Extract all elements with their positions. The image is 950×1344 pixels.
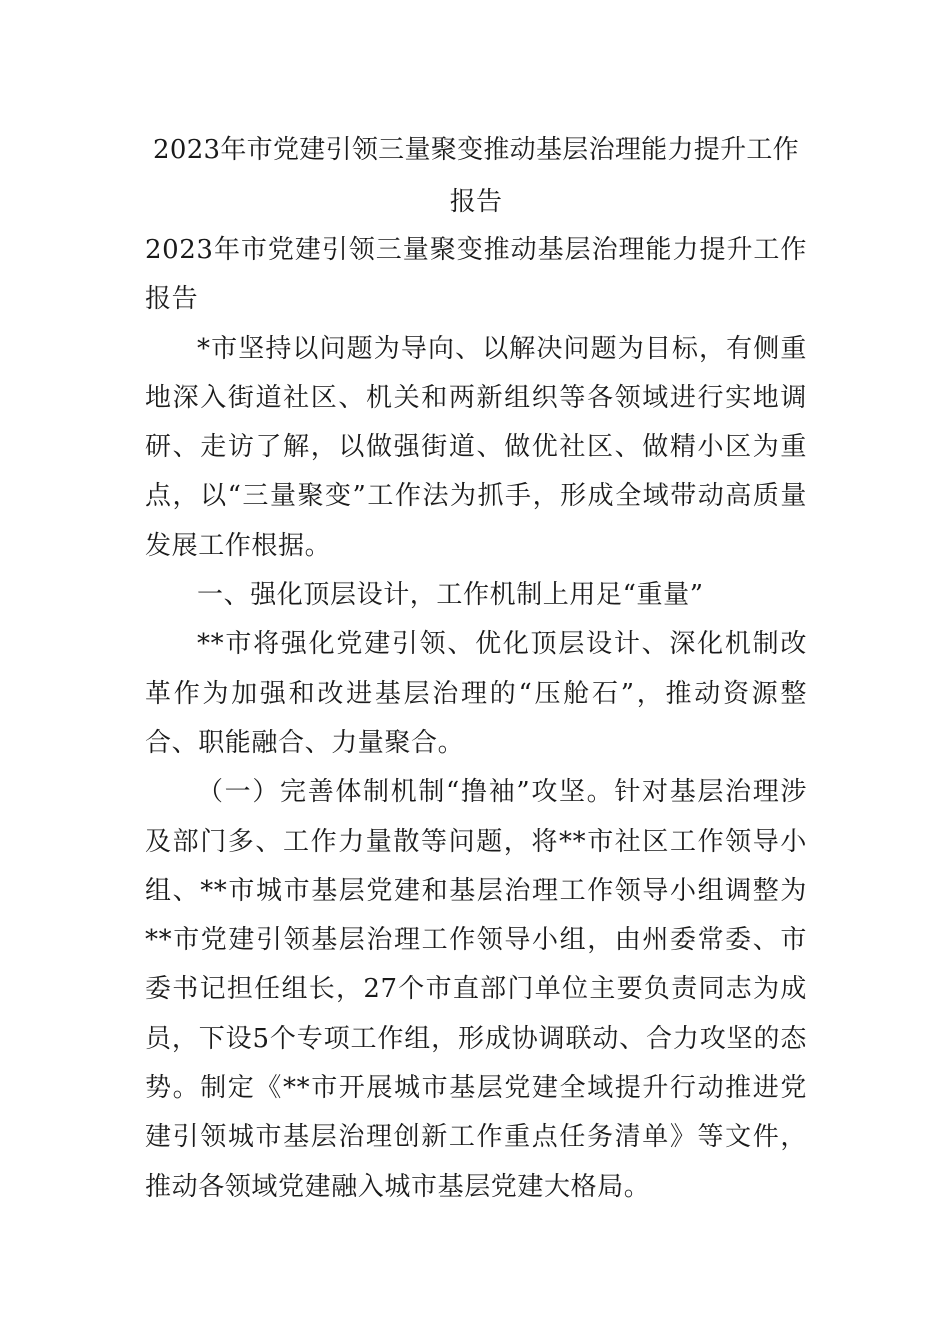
subsection-paragraph: （一）完善体制机制“撸袖”攻坚。针对基层治理涉及部门多、工作力量散等问题，将**市社区工作领导小组、**市城市基层党建和基层治理工作领导小组调整为**市党建引领基层治理工作领导小组，由州委常委、市委书记担任组长，27个市直部门单位主要负责同志为成员，下设5个专项工作组，形成协调联动、合力攻坚的态势。制定《**市开展城市基层党建全域提升行动推进党建引领城市基层治理创新工作重点任务清单》等文件，推动各领域党建融入城市基层党建大格局。 [145,777,807,1202]
document-body [145,226,807,1212]
repeated-title-paragraph: 2023年市党建引领三量聚变推动基层治理能力提升工作报告 [145,235,807,315]
document-title: 2023年市党建引领三量聚变推动基层治理能力提升工作报告 [153,135,799,217]
section-paragraph: **市将强化党建引领、优化顶层设计、深化机制改革作为加强和改进基层治理的“压舱石”，推动资源整合、职能融合、力量聚合。 [145,629,807,758]
intro-paragraph: *市坚持以问题为导向、以解决问题为目标，有侧重地深入街道社区、机关和两新组织等各领域进行实地调研、走访了解，以做强街道、做优社区、做精小区为重点，以“三量聚变”工作法为抓手，形成全域带动高质量发展工作根据。 [145,333,807,561]
section-heading: 一、强化顶层设计，工作机制上用足“重量” [197,580,704,611]
